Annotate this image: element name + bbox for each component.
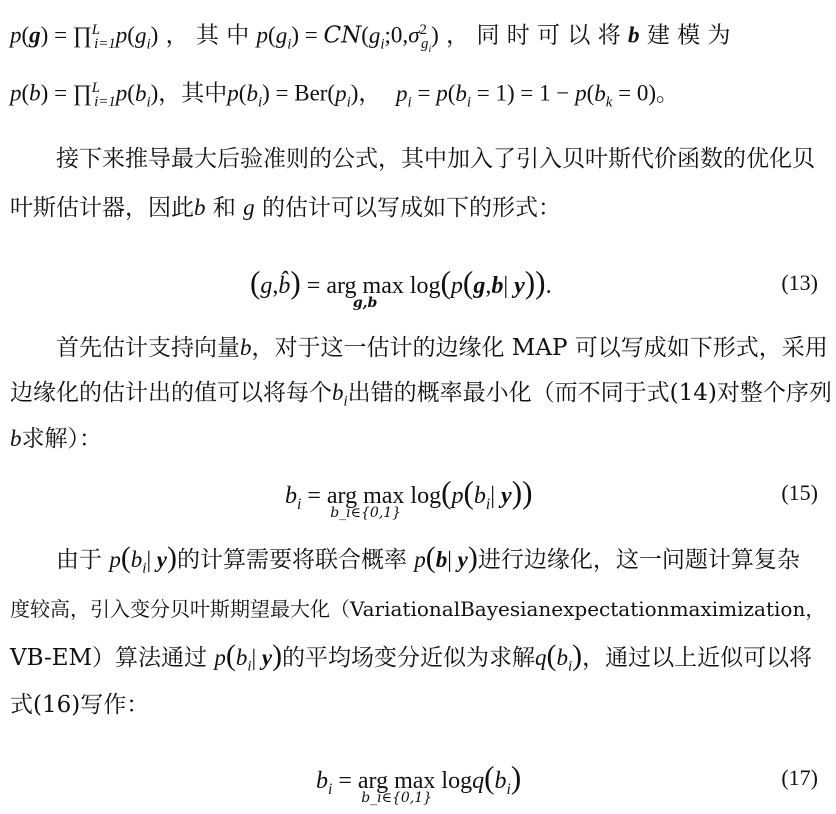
equation-13: (g,b̂) = arg max g,b log(p(g,b| y)). <box>250 265 552 311</box>
text-fragment: 的平均场变分近似为求解 <box>282 645 536 671</box>
paragraph-2-line-2: 叶斯估计器，因此b 和 g 的估计可以写成如下的形式： <box>10 195 561 221</box>
text-fragment: 出错的概率最小化（而不同于式(14)对整个序列 <box>347 380 832 406</box>
equation-15-number: (15) <box>781 480 818 505</box>
paragraph-3-line-3: b求解）： <box>10 426 102 452</box>
text-fragment: ，其中 <box>158 80 228 107</box>
text-fragment: 和 <box>212 195 236 221</box>
text-fragment: 进行边缘化，这一问题计算复杂 <box>477 547 800 573</box>
text-fragment: ， 同 时 可 以 将 <box>446 22 621 49</box>
text-fragment: 求解）： <box>21 426 102 452</box>
text-fragment: ， 其 中 <box>165 22 250 49</box>
text-fragment: ，对于这一估计的边缘化 MAP 可以写成如下形式，采用 <box>251 335 828 361</box>
paragraph-4-line-4: 式(16)写作： <box>10 692 150 718</box>
paragraph-3-line-1: 首先估计支持向量b，对于这一估计的边缘化 MAP 可以写成如下形式，采用 <box>56 335 828 361</box>
text-fragment: 的计算需要将联合概率 <box>176 547 407 573</box>
text-fragment: 边缘化的估计出的值可以将每个 <box>10 380 332 406</box>
text-fragment: VB-EM）算法通过 <box>10 645 208 671</box>
text-fragment: 叶斯估计器，因此 <box>10 195 194 221</box>
text-fragment: ，通过以上近似可以将 <box>582 645 813 671</box>
paragraph-3-line-2: 边缘化的估计出的值可以将每个$b_i$出错的概率最小化（而不同于式(14)对整个序列 <box>10 380 832 410</box>
equation-17-number: (17) <box>781 765 818 790</box>
equation-15: $b_i$ = arg max b_i∈{0,1} $\log(p(b_i|$ y)) <box>285 475 533 521</box>
text-fragment: 首先估计支持向量 <box>56 335 240 361</box>
paragraph-2-line-1: 接下来推导最大后验准则的公式，其中加入了引入贝叶斯代价函数的优化贝 <box>56 146 815 172</box>
equation-17: $b_i$ = arg max b_i∈{0,1} $\log q(b_i)$ <box>316 760 522 806</box>
text-line-2: $p(b) = \prod^L_{i=1}p(b_i)$，其中$p(b_i) = Ber(p_i)$， $p_i = p(b_i = 1) = 1 - p(b_k = 0)$。 <box>10 80 680 111</box>
text-fragment: ， <box>358 80 382 107</box>
paragraph-4-line-3: VB-EM）算法通过 $p(b_i|$ y)的平均场变分近似为求解$q(b_i)$，通过以上近似可以将 <box>10 639 813 675</box>
paragraph-4-line-1: 由于 $p(b_i|$ y)的计算需要将联合概率 p(b| y)进行边缘化，这一问题计算复杂 <box>56 541 800 577</box>
equation-13-subscript: g,b <box>352 295 378 311</box>
equation-17-subscript: b_i∈{0,1} <box>361 790 433 806</box>
paragraph-4-line-2: 度较高，引入变分贝叶斯期望最大化（VariationalBayesianexpectationmaximization， <box>10 597 826 621</box>
text-fragment: 的估计可以写成如下的形式： <box>261 195 561 221</box>
equation-13-number: (13) <box>781 270 818 295</box>
text-fragment: 建 模 为 <box>646 22 731 49</box>
equation-15-subscript: b_i∈{0,1} <box>330 505 402 521</box>
text-fragment: 由于 <box>56 547 102 573</box>
text-fragment: 。 <box>656 80 680 107</box>
text-line-1: $p(g) = \prod^L_{i=1}p(g_i)$ ， 其 中 $p(g_i)$ = $CN(g_i;0,\sigma^2_{g_i})$ ， 同 时 可 以 将 b 建 模 为 <box>10 22 731 56</box>
